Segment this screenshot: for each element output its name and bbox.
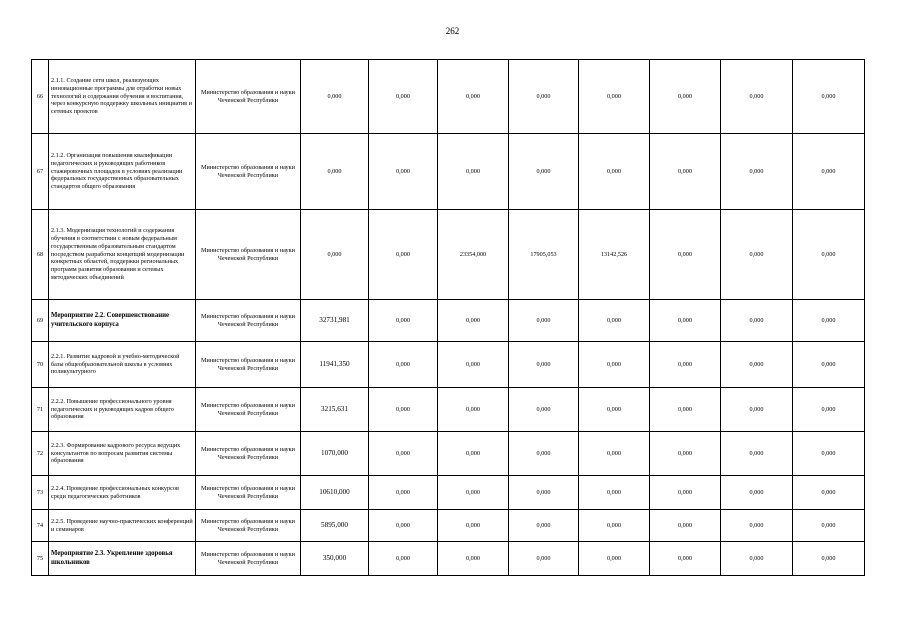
- amount-cell: 0,000: [650, 542, 721, 576]
- page-number: 262: [445, 26, 460, 36]
- activity-name: Мероприятие 2.2. Совершенствование учительского корпуса: [49, 300, 196, 342]
- amount-cell: 0,000: [793, 134, 865, 210]
- amount-cell: 0,000: [793, 476, 865, 510]
- amount-cell: 0,000: [509, 476, 579, 510]
- executor-cell: Министерство образования и науки Чеченской Республики: [196, 510, 301, 542]
- row-number: 71: [32, 388, 49, 432]
- table-row: [32, 476, 865, 510]
- amount-cell: 5895,000: [301, 510, 369, 542]
- amount-cell: 0,000: [579, 510, 650, 542]
- table-row: [32, 342, 865, 388]
- amount-cell: 0,000: [438, 476, 509, 510]
- activity-name: 2.1.3. Модернизация технологий и содержания обучения в соответствии с новым федеральным государственным образовательным стандартом посредством разработки концепций модернизации конкретных областей, поддержки региональных программ развития образования и сетевых методических объединений: [49, 210, 196, 300]
- table-row: [32, 388, 865, 432]
- amount-cell: 0,000: [369, 388, 438, 432]
- activity-name: Мероприятие 2.3. Укрепление здоровья школьников: [49, 542, 196, 576]
- amount-cell: 0,000: [579, 542, 650, 576]
- activity-name: 2.1.1. Создание сети школ, реализующих инновационные программы для отработки новых технологий и содержания обучения и воспитания, через конкурсную поддержку школьных инициатив и сетевых проектов: [49, 60, 196, 134]
- activity-name: 2.1.2. Организация повышения квалификации педагогических и руководящих работников стажировочных площадок в условиях реализации федеральных государственных образовательных стандартов общего образования: [49, 134, 196, 210]
- amount-cell: 0,000: [509, 388, 579, 432]
- row-number: 73: [32, 476, 49, 510]
- table-row: [32, 134, 865, 210]
- amount-cell: 0,000: [793, 432, 865, 476]
- amount-cell: 0,000: [438, 510, 509, 542]
- amount-cell: 0,000: [509, 134, 579, 210]
- amount-cell: 0,000: [509, 60, 579, 134]
- amount-cell: 0,000: [721, 510, 793, 542]
- executor-cell: Министерство образования и науки Чеченской Республики: [196, 60, 301, 134]
- amount-cell: 17905,053: [509, 210, 579, 300]
- row-number: 69: [32, 300, 49, 342]
- row-number: 66: [32, 60, 49, 134]
- executor-cell: Министерство образования и науки Чеченской Республики: [196, 388, 301, 432]
- amount-cell: 0,000: [721, 342, 793, 388]
- amount-cell: 0,000: [369, 432, 438, 476]
- amount-cell: 10610,000: [301, 476, 369, 510]
- amount-cell: 0,000: [369, 476, 438, 510]
- amount-cell: 0,000: [721, 476, 793, 510]
- activity-name: 2.2.5. Проведение научно-практических конференций и семинаров: [49, 510, 196, 542]
- amount-cell: 0,000: [301, 210, 369, 300]
- amount-cell: 0,000: [650, 134, 721, 210]
- amount-cell: 3215,631: [301, 388, 369, 432]
- amount-cell: 0,000: [721, 432, 793, 476]
- amount-cell: 0,000: [721, 388, 793, 432]
- amount-cell: 0,000: [650, 210, 721, 300]
- activity-name: 2.2.3. Формирование кадрового ресурса ведущих консультантов по вопросам развития системы образования: [49, 432, 196, 476]
- amount-cell: 0,000: [650, 432, 721, 476]
- amount-cell: 0,000: [650, 342, 721, 388]
- amount-cell: 0,000: [793, 388, 865, 432]
- executor-cell: Министерство образования и науки Чеченской Республики: [196, 342, 301, 388]
- amount-cell: 0,000: [438, 432, 509, 476]
- amount-cell: 0,000: [579, 134, 650, 210]
- amount-cell: 0,000: [369, 510, 438, 542]
- amount-cell: 0,000: [793, 300, 865, 342]
- amount-cell: 0,000: [438, 342, 509, 388]
- amount-cell: 0,000: [579, 60, 650, 134]
- table-row: [32, 510, 865, 542]
- amount-cell: 1070,000: [301, 432, 369, 476]
- table-row: [32, 300, 865, 342]
- amount-cell: 0,000: [579, 388, 650, 432]
- amount-cell: 0,000: [650, 300, 721, 342]
- table-row: [32, 542, 865, 576]
- row-number: 70: [32, 342, 49, 388]
- amount-cell: 0,000: [793, 542, 865, 576]
- amount-cell: 0,000: [369, 542, 438, 576]
- row-number: 75: [32, 542, 49, 576]
- amount-cell: 0,000: [721, 542, 793, 576]
- amount-cell: 0,000: [579, 476, 650, 510]
- row-number: 72: [32, 432, 49, 476]
- amount-cell: 0,000: [438, 300, 509, 342]
- executor-cell: Министерство образования и науки Чеченской Республики: [196, 476, 301, 510]
- amount-cell: 0,000: [579, 342, 650, 388]
- amount-cell: 0,000: [793, 60, 865, 134]
- executor-cell: Министерство образования и науки Чеченской Республики: [196, 210, 301, 300]
- executor-cell: Министерство образования и науки Чеченской Республики: [196, 134, 301, 210]
- table-row: [32, 432, 865, 476]
- amount-cell: 0,000: [650, 60, 721, 134]
- amount-cell: 0,000: [369, 300, 438, 342]
- amount-cell: 0,000: [579, 300, 650, 342]
- amount-cell: 11941,350: [301, 342, 369, 388]
- amount-cell: 0,000: [793, 342, 865, 388]
- amount-cell: 0,000: [369, 342, 438, 388]
- executor-cell: Министерство образования и науки Чеченской Республики: [196, 542, 301, 576]
- amount-cell: 0,000: [438, 60, 509, 134]
- amount-cell: 0,000: [369, 60, 438, 134]
- row-number: 67: [32, 134, 49, 210]
- amount-cell: 0,000: [438, 388, 509, 432]
- amount-cell: 0,000: [301, 60, 369, 134]
- amount-cell: 32731,981: [301, 300, 369, 342]
- amount-cell: 0,000: [438, 134, 509, 210]
- amount-cell: 0,000: [721, 300, 793, 342]
- amount-cell: 0,000: [793, 510, 865, 542]
- amount-cell: 0,000: [721, 134, 793, 210]
- amount-cell: 0,000: [509, 510, 579, 542]
- budget-table: [31, 59, 865, 576]
- executor-cell: Министерство образования и науки Чеченской Республики: [196, 300, 301, 342]
- amount-cell: 23354,000: [438, 210, 509, 300]
- amount-cell: 0,000: [509, 542, 579, 576]
- amount-cell: 0,000: [438, 542, 509, 576]
- row-number: 68: [32, 210, 49, 300]
- amount-cell: 350,000: [301, 542, 369, 576]
- amount-cell: 0,000: [793, 210, 865, 300]
- table-row: [32, 210, 865, 300]
- amount-cell: 0,000: [509, 300, 579, 342]
- table-row: [32, 60, 865, 134]
- amount-cell: 0,000: [721, 210, 793, 300]
- amount-cell: 0,000: [509, 432, 579, 476]
- executor-cell: Министерство образования и науки Чеченской Республики: [196, 432, 301, 476]
- amount-cell: 0,000: [301, 134, 369, 210]
- amount-cell: 0,000: [579, 432, 650, 476]
- activity-name: 2.2.1. Развитие кадровой и учебно-методической базы общеобразовательной школы в условиях поликультурного: [49, 342, 196, 388]
- amount-cell: 0,000: [721, 60, 793, 134]
- activity-name: 2.2.4. Проведение профессиональных конкурсов среди педагогических работников: [49, 476, 196, 510]
- amount-cell: 0,000: [650, 388, 721, 432]
- row-number: 74: [32, 510, 49, 542]
- amount-cell: 0,000: [650, 510, 721, 542]
- amount-cell: 0,000: [509, 342, 579, 388]
- amount-cell: 0,000: [650, 476, 721, 510]
- activity-name: 2.2.2. Повышение профессионального уровня педагогических и руководящих кадров общего образования: [49, 388, 196, 432]
- amount-cell: 0,000: [369, 210, 438, 300]
- amount-cell: 13142,526: [579, 210, 650, 300]
- amount-cell: 0,000: [369, 134, 438, 210]
